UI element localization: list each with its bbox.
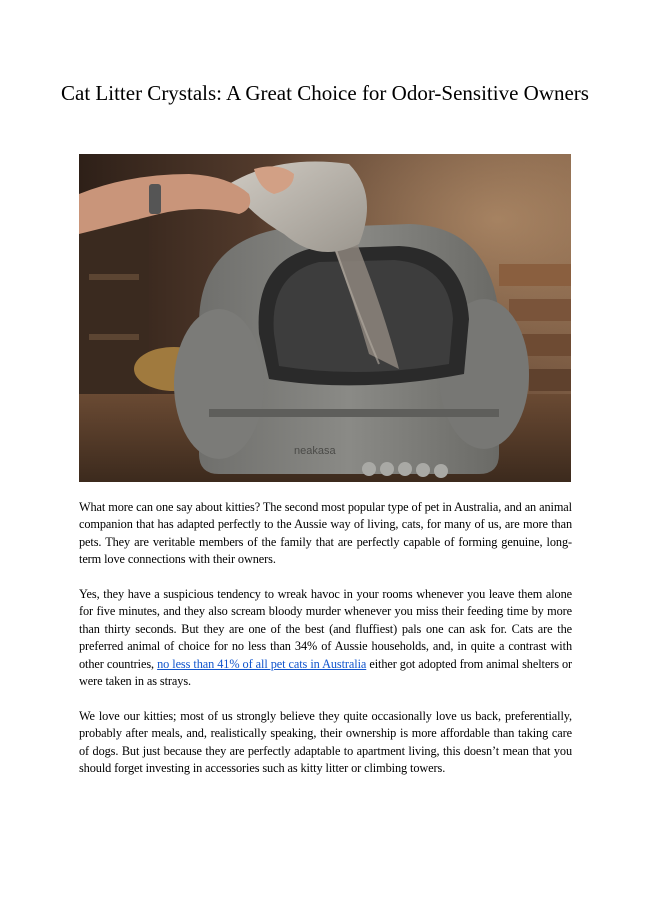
article-title: Cat Litter Crystals: A Great Choice for Odor-Sensitive Owners [61, 81, 589, 105]
hero-image [79, 154, 571, 482]
paragraph-2 [79, 586, 572, 690]
brand-logo-text: neakasa [294, 445, 336, 457]
paragraph-2-text-before-link: Yes, they have a suspicious tendency to wreak havoc in your rooms whenever you leave them alone for five minutes, and they also scream bloody murder whenever you miss their feeding time by more than thirty seconds. But they are one of the best (and fluffiest) pals one can ask for. Cats are the preferred animal of choice for no less than 34% of Aussie households, and, in quite a contrast with other countries, [79, 587, 572, 671]
paragraph-3: We love our kitties; most of us strongly believe they quite occasionally love us back, preferentially, probably after meals, and, realistically speaking, their ownership is more affordable than taking care of dogs. But just because they are perfectly adaptable to apartment living, this doesn’t mean that you should forget investing in accessories such as kitty litter or climbing towers. [79, 709, 572, 776]
litter-box-photo [79, 154, 571, 482]
pet-cats-statistic-link[interactable]: no less than 41% of all pet cats in Australia [157, 656, 367, 671]
paragraph-2-text-after-link: either got adopted from animal shelters or were taken in as strays. [79, 656, 573, 689]
paragraph-1: What more can one say about kitties? The second most popular type of pet in Australia, and an animal companion that has adapted perfectly to the Aussie way of living, cats, for many of us, are more than pets. They are veritable members of the family that are perfectly capable of forming genuine, long-term love connections with their owners. [79, 500, 572, 567]
